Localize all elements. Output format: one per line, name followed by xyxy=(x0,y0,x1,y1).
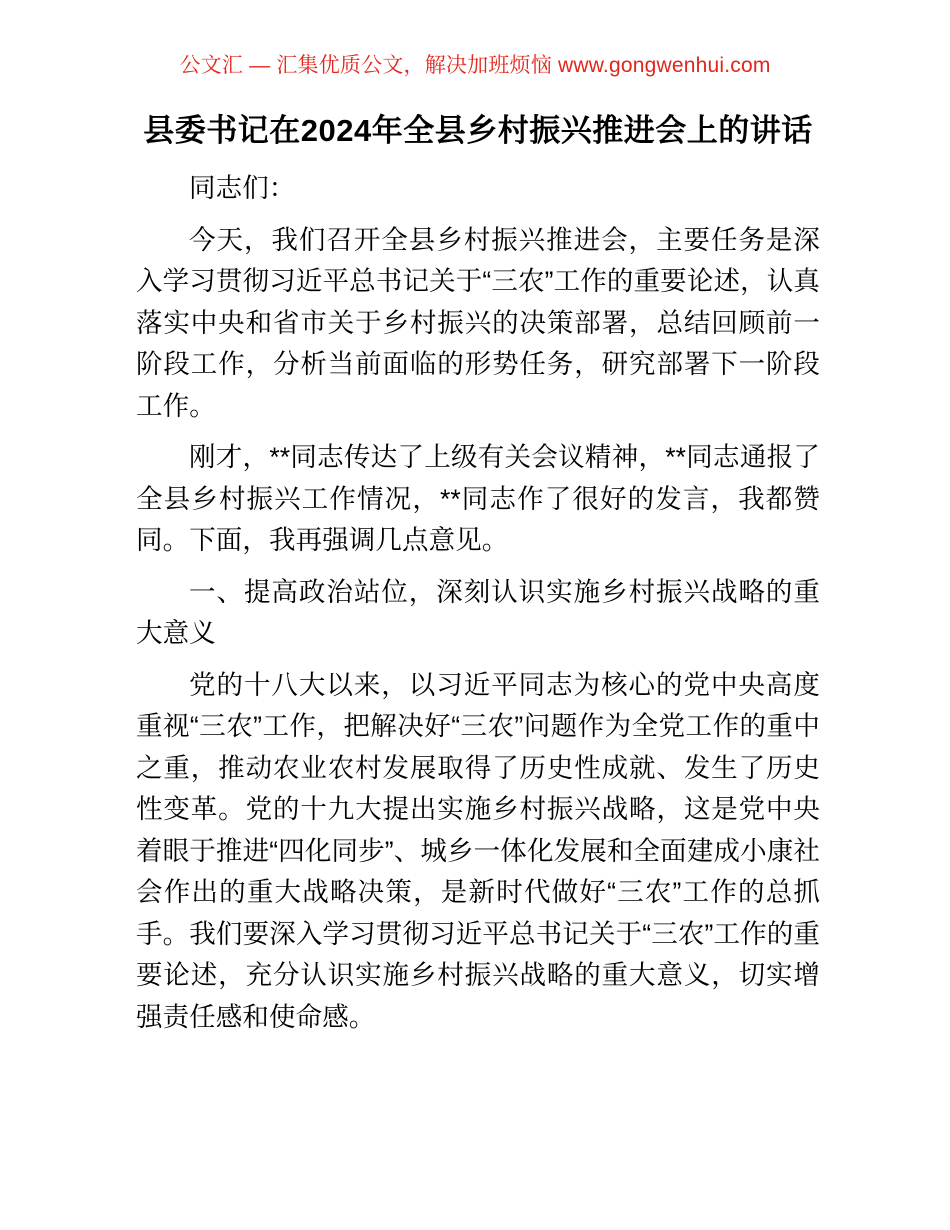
paragraph-prior-speakers: 刚才，**同志传达了上级有关会议精神，**同志通报了全县乡村振兴工作情况，**同志作了很好的发言，我都赞同。下面，我再强调几点意见。 xyxy=(136,442,820,555)
paragraph-opening-remarks: 今天，我们召开全县乡村振兴推进会，主要任务是深入学习贯彻习近平总书记关于“三农”工作的重要论述，认真落实中央和省市关于乡村振兴的决策部署，总结回顾前一阶段工作，分析当前面临的形势任务，研究部署下一阶段工作。 xyxy=(136,224,820,421)
salutation-line: 同志们： xyxy=(189,173,296,203)
paragraph-section-one-body: 党的十八大以来，以习近平同志为核心的党中央高度重视“三农”工作，把解决好“三农”问题作为全党工作的重中之重，推动农业农村发展取得了历史性成就、发生了历史性变革。党的十九大提出实施乡村振兴战略，这是党中央着眼于推进“四化同步”、城乡一体化发展和全面建成小康社会作出的重大战略决策，是新时代做好“三农”工作的总抓手。我们要深入学习贯彻习近平总书记关于“三农”工作的重要论述，充分认识实施乡村振兴战略的重大意义，切实增强责任感和使命感。 xyxy=(136,669,820,1032)
section-heading-one: 一、提高政治站位，深刻认识实施乡村振兴战略的重大意义 xyxy=(136,576,820,648)
site-watermark-banner: 公文汇 — 汇集优质公文，解决加班烦恼 www.gongwenhui.com xyxy=(179,54,771,77)
document-body xyxy=(136,108,820,1048)
document-title: 县委书记在2024年全县乡村振兴推进会上的讲话 xyxy=(143,113,813,148)
